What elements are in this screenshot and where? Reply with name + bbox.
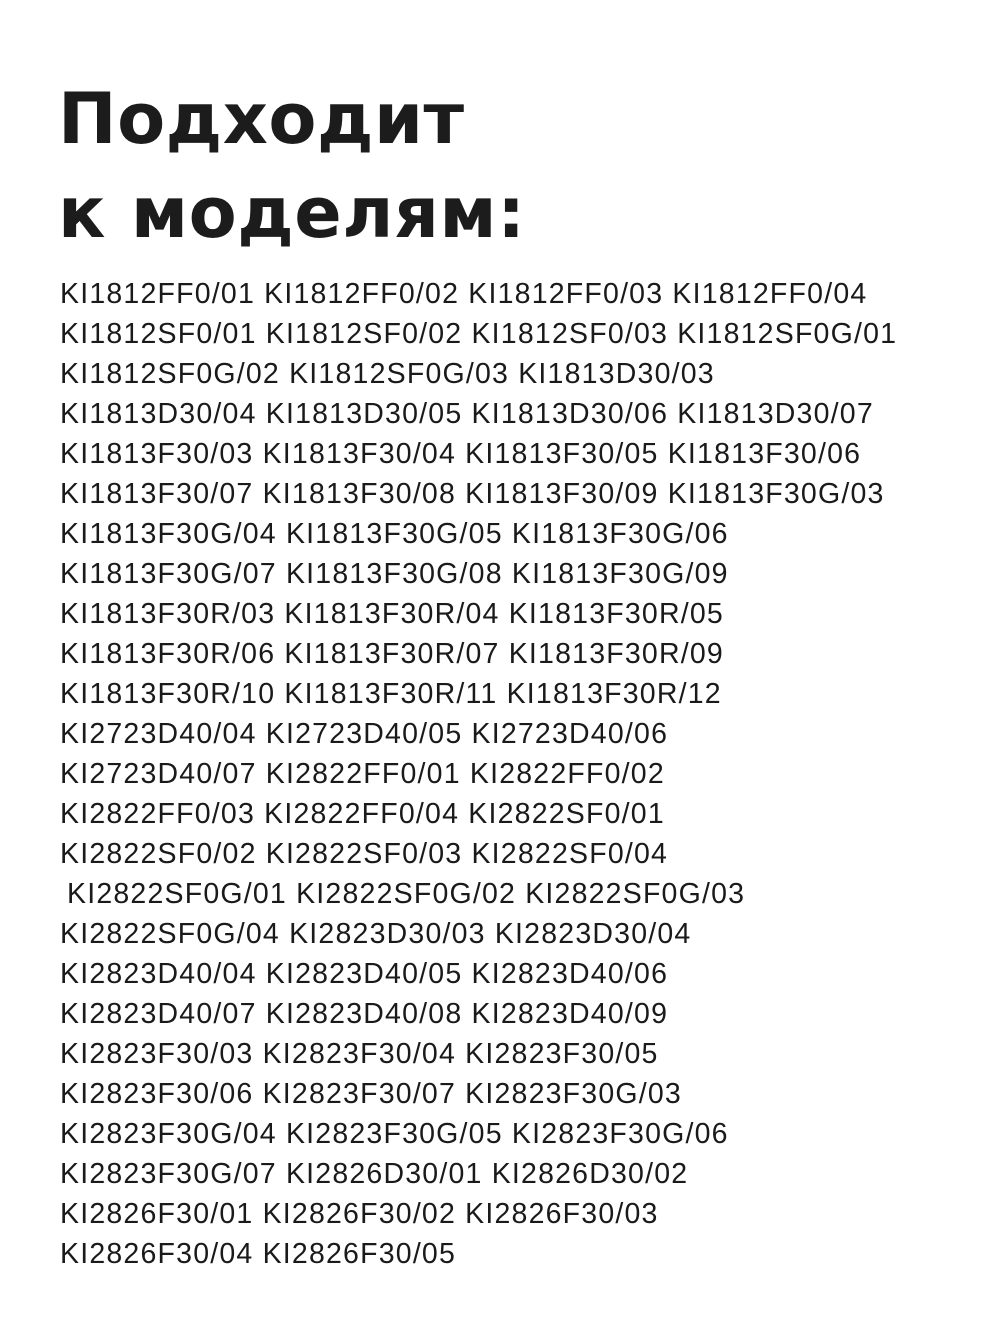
model-line: KI1812SF0/01 KI1812SF0/02 KI1812SF0/03 KI1812SF0G/01 bbox=[60, 318, 898, 350]
model-line: KI1813F30R/10 KI1813F30R/11 KI1813F30R/12 bbox=[60, 678, 722, 710]
model-line: KI2723D40/04 KI2723D40/05 KI2723D40/06 bbox=[60, 718, 669, 750]
model-line: KI1813F30/07 KI1813F30/08 KI1813F30/09 KI1813F30G/03 bbox=[60, 478, 885, 510]
model-line: KI1813F30R/03 KI1813F30R/04 KI1813F30R/05 bbox=[60, 598, 724, 630]
title-line-1: Подходит bbox=[58, 78, 465, 160]
model-line: KI1813F30/03 KI1813F30/04 KI1813F30/05 KI1813F30/06 bbox=[60, 438, 862, 470]
page-title bbox=[58, 72, 526, 260]
model-line: KI2822SF0/02 KI2822SF0/03 KI2822SF0/04 bbox=[60, 838, 669, 870]
model-line: KI2826F30/04 KI2826F30/05 bbox=[60, 1238, 457, 1270]
model-line: KI2823F30G/04 KI2823F30G/05 KI2823F30G/06 bbox=[60, 1118, 729, 1150]
model-line: KI1812SF0G/02 KI1812SF0G/03 KI1813D30/03 bbox=[60, 358, 715, 390]
model-line: KI2723D40/07 KI2822FF0/01 KI2822FF0/02 bbox=[60, 758, 665, 790]
model-line: KI2823D40/04 KI2823D40/05 KI2823D40/06 bbox=[60, 958, 669, 990]
model-line: KI1813D30/04 KI1813D30/05 KI1813D30/06 KI1813D30/07 bbox=[60, 398, 874, 430]
model-line: KI1813F30R/06 KI1813F30R/07 KI1813F30R/09 bbox=[60, 638, 724, 670]
model-line: KI2823F30/06 KI2823F30/07 KI2823F30G/03 bbox=[60, 1078, 682, 1110]
model-line: KI2823F30G/07 KI2826D30/01 KI2826D30/02 bbox=[60, 1158, 689, 1190]
model-line: KI2823D40/07 KI2823D40/08 KI2823D40/09 bbox=[60, 998, 669, 1030]
model-list bbox=[60, 274, 995, 1274]
model-line: KI2823F30/03 KI2823F30/04 KI2823F30/05 bbox=[60, 1038, 659, 1070]
model-line: KI2826F30/01 KI2826F30/02 KI2826F30/03 bbox=[60, 1198, 659, 1230]
title-line-2: к моделям: bbox=[58, 172, 526, 254]
model-line: KI1812FF0/01 KI1812FF0/02 KI1812FF0/03 KI1812FF0/04 bbox=[60, 278, 868, 310]
model-line: KI1813F30G/07 KI1813F30G/08 KI1813F30G/09 bbox=[60, 558, 729, 590]
model-line: KI2822FF0/03 KI2822FF0/04 KI2822SF0/01 bbox=[60, 798, 665, 830]
model-line: KI1813F30G/04 KI1813F30G/05 KI1813F30G/06 bbox=[60, 518, 729, 550]
model-line: KI2822SF0G/01 KI2822SF0G/02 KI2822SF0G/03 bbox=[67, 878, 746, 910]
model-line: KI2822SF0G/04 KI2823D30/03 KI2823D30/04 bbox=[60, 918, 692, 950]
